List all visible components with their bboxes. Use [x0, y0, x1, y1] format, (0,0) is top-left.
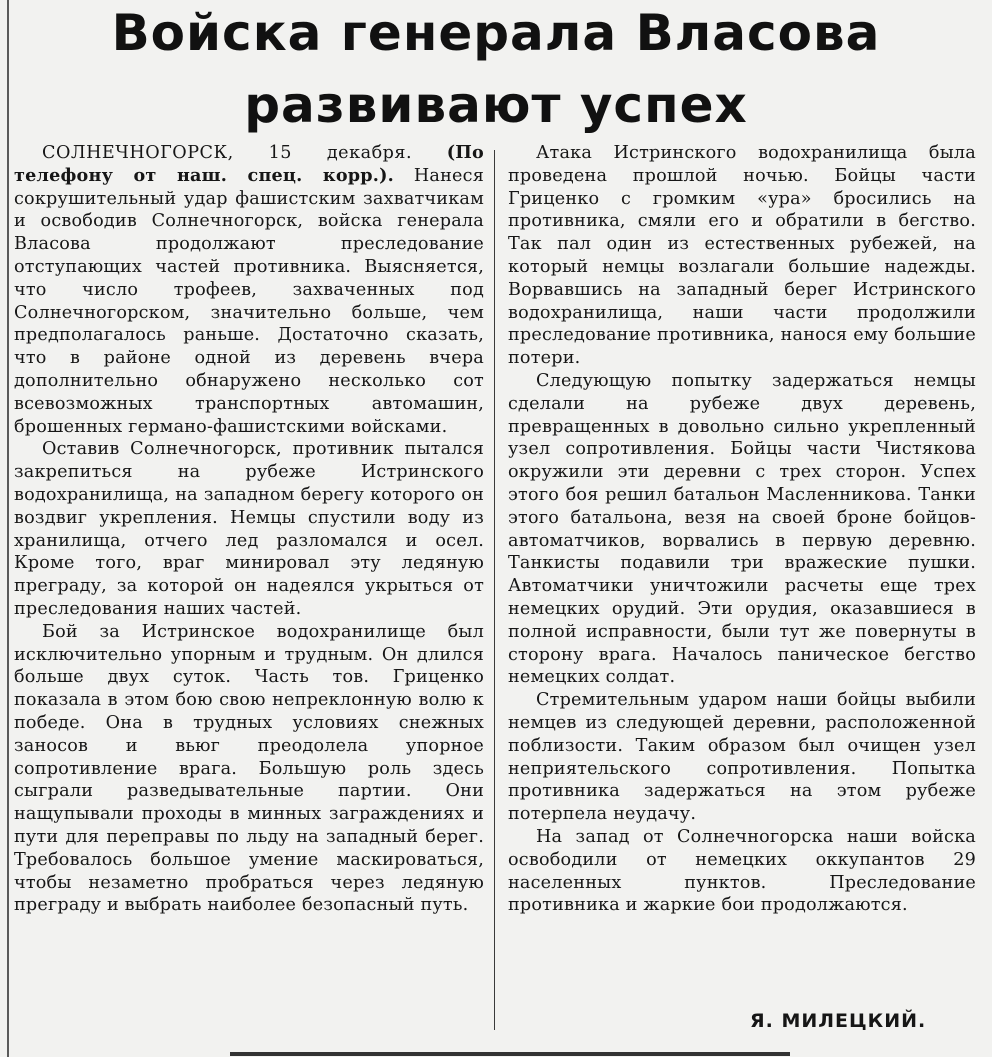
- paragraph-text: Нанеся сокрушительный удар фашистским захватчикам и освободив Солнечногорск, войска генерала Власова продолжают преследование отступающих частей противника. Выясняется, что число трофеев, захваченных под Солнечногорском, значительно больше, чем предполагалось раньше. Достаточно сказать, что в районе одной из деревень вчера дополнительно обнаружено несколько сот всевозможных транспортных автомашин, брошенных германо-фашистскими войсками.: [14, 165, 484, 437]
- headline-line-2: развивают успех: [244, 76, 748, 134]
- article-paragraph: На запад от Солнечногорска наши войска освободили от немецких оккупантов 29 населенных пунктов. Преследование противника и жаркие бои продолжаются.: [508, 826, 976, 916]
- article-paragraph: Оставив Солнечногорск, противник пытался закрепиться на рубеже Истринского водохранилища, на западном берегу которого он воздвиг укрепления. Немцы спустили воду из хранилища, отчего лед разломался и осел. Кроме того, враг минировал эту ледяную преграду, за которой он надеялся укрыться от преследования наших частей.: [14, 439, 484, 619]
- bottom-rule: [230, 1052, 790, 1056]
- article-paragraph: Стремительным ударом наши бойцы выбили немцев из следующей деревни, расположенной поблизости. Таким образом был очищен узел неприятельского сопротивления. Попытка противника задержаться на этом рубеже потерпела неудачу.: [508, 690, 976, 825]
- page-edge-rule: [7, 0, 9, 1057]
- right-column: [508, 142, 976, 917]
- dateline: СОЛНЕЧНОГОРСК, 15 декабря.: [42, 143, 413, 163]
- article-paragraph: Следующую попытку задержаться немцы сделали на рубеже двух деревень, превращенных в довольно сильно укрепленный узел сопротивления. Бойцы части Чистякова окружили эти деревни с трех сторон. Успех этого боя решил батальон Масленникова. Танки этого батальона, везя на своей броне бойцов-автоматчиков, ворвались в первую деревню. Танкисты подавили три вражеские пушки. Автоматчики уничтожили расчеты еще трех немецких орудий. Эти орудия, оказавшиеся в полной исправности, были тут же повернуты в сторону врага. Началось паническое бегство немецких солдат.: [508, 370, 976, 688]
- article-paragraph: [14, 142, 484, 438]
- headline-line-1: Войска генерала Власова: [111, 4, 881, 62]
- author-signature: Я. МИЛЕЦКИЙ.: [750, 1010, 927, 1032]
- column-divider: [494, 150, 495, 1030]
- left-column: [14, 142, 484, 917]
- source-note: (По телефону от наш. спец. корр.).: [14, 142, 484, 186]
- article-paragraph: Бой за Истринское водохранилище был исключительно упорным и трудным. Он длился больше двух суток. Часть тов. Гриценко показала в этом бою свою непреклонную волю к победе. Она в трудных условиях снежных заносов и вьюг преодолела упорное сопротивление врага. Большую роль здесь сыграли разведывательные партии. Они нащупывали проходы в минных заграждениях и пути для переправы по льду на западный берег. Требовалось большое умение маскироваться, чтобы незаметно пробраться через ледяную преграду и выбрать наиболее безопасный путь.: [14, 621, 484, 916]
- article-paragraph: Атака Истринского водохранилища была проведена прошлой ночью. Бойцы части Гриценко с громким «ура» бросились на противника, смяли его и обратили в бегство. Так пал один из естественных рубежей, на который немцы возлагали большие надежды. Ворвавшись на западный берег Истринского водохранилища, наши части продолжили преследование противника, нанося ему большие потери.: [508, 143, 976, 369]
